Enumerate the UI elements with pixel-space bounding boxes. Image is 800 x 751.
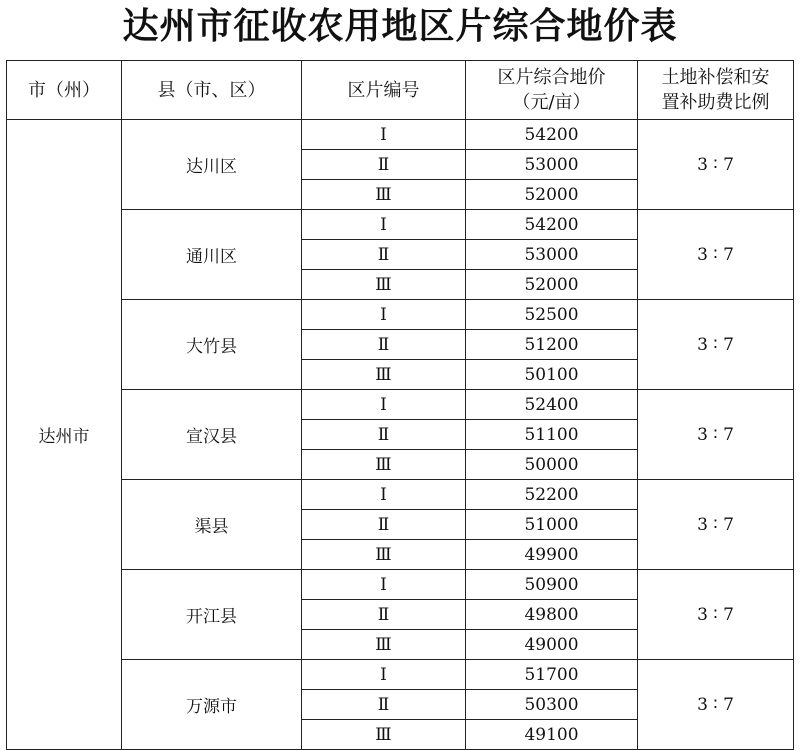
zone-cell: Ⅱ bbox=[302, 420, 466, 450]
price-cell: 52000 bbox=[466, 270, 638, 300]
price-cell: 50000 bbox=[466, 450, 638, 480]
header-row bbox=[7, 61, 794, 120]
page-title: 达州市征收农用地区片综合地价表 bbox=[122, 6, 678, 47]
table-row bbox=[7, 210, 794, 240]
city-cell: 达州市 bbox=[7, 120, 122, 750]
zone-cell: Ⅱ bbox=[302, 690, 466, 720]
price-cell: 50900 bbox=[466, 570, 638, 600]
price-cell: 54200 bbox=[466, 210, 638, 240]
ratio-cell: 3 ∶ 7 bbox=[638, 210, 794, 300]
header-ratio bbox=[638, 61, 794, 120]
county-cell: 宣汉县 bbox=[122, 390, 302, 480]
ratio-cell: 3 ∶ 7 bbox=[638, 300, 794, 390]
price-cell: 52400 bbox=[466, 390, 638, 420]
zone-cell: Ⅲ bbox=[302, 540, 466, 570]
table-row bbox=[7, 570, 794, 600]
header-ratio-line2: 置补助费比例 bbox=[661, 92, 770, 113]
zone-cell: Ⅲ bbox=[302, 450, 466, 480]
zone-cell: Ⅲ bbox=[302, 720, 466, 750]
ratio-cell: 3 ∶ 7 bbox=[638, 480, 794, 570]
header-price-line1: 区片综合地价 bbox=[497, 67, 606, 88]
ratio-cell: 3 ∶ 7 bbox=[638, 120, 794, 210]
zone-cell: Ⅰ bbox=[302, 390, 466, 420]
price-cell: 50100 bbox=[466, 360, 638, 390]
price-cell: 49800 bbox=[466, 600, 638, 630]
zone-cell: Ⅱ bbox=[302, 600, 466, 630]
table-row bbox=[7, 660, 794, 690]
county-cell: 达川区 bbox=[122, 120, 302, 210]
zone-cell: Ⅲ bbox=[302, 180, 466, 210]
zone-cell: Ⅰ bbox=[302, 210, 466, 240]
zone-cell: Ⅱ bbox=[302, 510, 466, 540]
price-cell: 51100 bbox=[466, 420, 638, 450]
land-price-table bbox=[6, 60, 794, 750]
price-cell: 52200 bbox=[466, 480, 638, 510]
county-cell: 通川区 bbox=[122, 210, 302, 300]
zone-cell: Ⅲ bbox=[302, 360, 466, 390]
price-cell: 49900 bbox=[466, 540, 638, 570]
ratio-cell: 3 ∶ 7 bbox=[638, 390, 794, 480]
price-cell: 49100 bbox=[466, 720, 638, 750]
zone-cell: Ⅱ bbox=[302, 330, 466, 360]
price-cell: 51700 bbox=[466, 660, 638, 690]
table-row bbox=[7, 390, 794, 420]
table-row bbox=[7, 120, 794, 150]
county-cell: 开江县 bbox=[122, 570, 302, 660]
zone-cell: Ⅱ bbox=[302, 240, 466, 270]
zone-cell: Ⅱ bbox=[302, 150, 466, 180]
zone-cell: Ⅲ bbox=[302, 270, 466, 300]
zone-cell: Ⅰ bbox=[302, 660, 466, 690]
zone-cell: Ⅲ bbox=[302, 630, 466, 660]
table-row bbox=[7, 480, 794, 510]
price-cell: 52000 bbox=[466, 180, 638, 210]
county-cell: 万源市 bbox=[122, 660, 302, 750]
zone-cell: Ⅰ bbox=[302, 300, 466, 330]
ratio-cell: 3 ∶ 7 bbox=[638, 660, 794, 750]
table-header bbox=[7, 61, 794, 120]
price-cell: 51000 bbox=[466, 510, 638, 540]
zone-cell: Ⅰ bbox=[302, 480, 466, 510]
header-county: 县（市、区） bbox=[122, 61, 302, 120]
county-cell: 渠县 bbox=[122, 480, 302, 570]
price-cell: 50300 bbox=[466, 690, 638, 720]
header-city: 市（州） bbox=[7, 61, 122, 120]
header-price bbox=[466, 61, 638, 120]
header-ratio-line1: 土地补偿和安 bbox=[661, 67, 770, 88]
table-body bbox=[7, 120, 794, 750]
county-cell: 大竹县 bbox=[122, 300, 302, 390]
price-cell: 53000 bbox=[466, 150, 638, 180]
price-cell: 52500 bbox=[466, 300, 638, 330]
header-zone: 区片编号 bbox=[302, 61, 466, 120]
price-cell: 54200 bbox=[466, 120, 638, 150]
header-price-line2: （元/亩） bbox=[512, 92, 591, 113]
price-cell: 51200 bbox=[466, 330, 638, 360]
zone-cell: Ⅰ bbox=[302, 120, 466, 150]
price-cell: 53000 bbox=[466, 240, 638, 270]
table-row bbox=[7, 300, 794, 330]
zone-cell: Ⅰ bbox=[302, 570, 466, 600]
ratio-cell: 3 ∶ 7 bbox=[638, 570, 794, 660]
price-cell: 49000 bbox=[466, 630, 638, 660]
